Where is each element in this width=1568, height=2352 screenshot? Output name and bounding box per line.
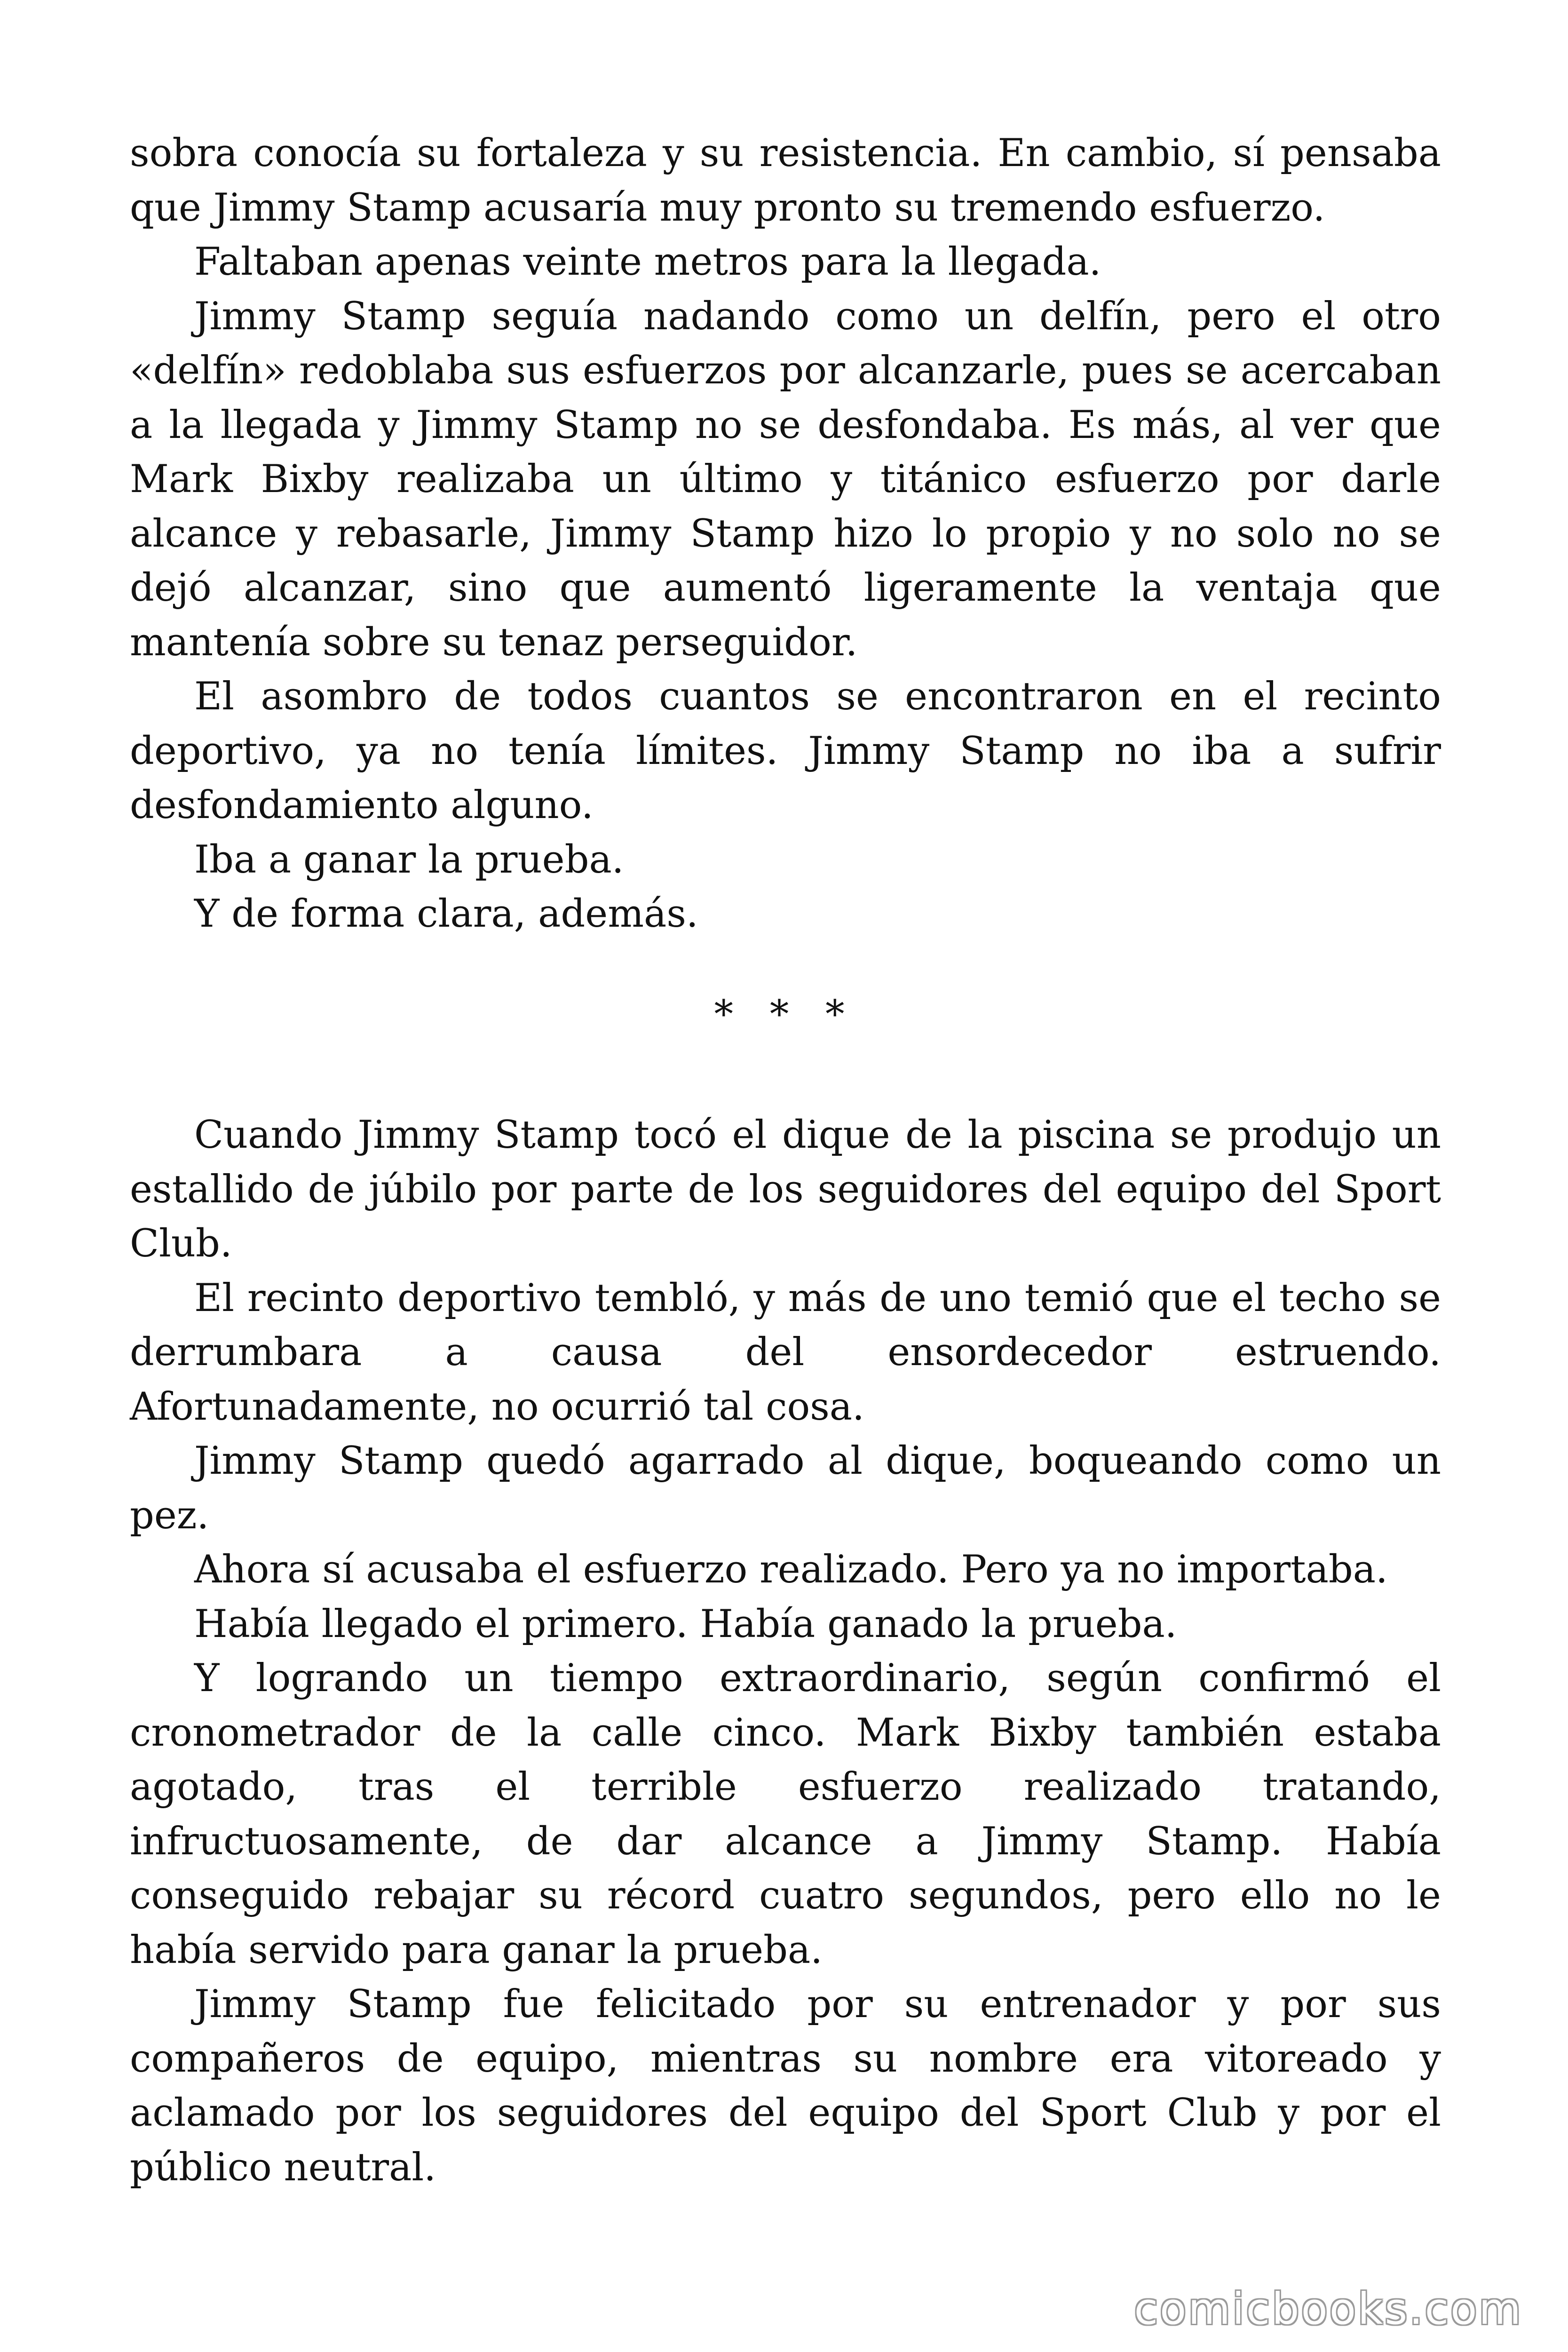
text-section-1 [130, 127, 1441, 942]
paragraph: sobra conocía su fortaleza y su resistencia. En cambio, sí pensaba que Jimmy Stamp acusaría muy pronto su tremendo esfuerzo. [130, 131, 1441, 230]
paragraph: El recinto deportivo tembló, y más de uno temió que el techo se derrumbara a causa del ensordecedor estruendo. Afortunadamente, no ocurrió tal cosa. [130, 1276, 1441, 1429]
paragraph: Jimmy Stamp quedó agarrado al dique, boqueando como un pez. [130, 1439, 1441, 1538]
text-section-2 [130, 1108, 1441, 2195]
paragraph: Ahora sí acusaba el esfuerzo realizado. Pero ya no importaba. [194, 1548, 1388, 1592]
section-separator: * * * [714, 993, 857, 1037]
paragraph: Jimmy Stamp seguía nadando como un delfín, pero el otro «delfín» redoblaba sus esfuerzos por alcanzarle, pues se acercaban a la llegada y Jimmy Stamp no se desfondaba. Es más, al ver que Mark Bixby realizaba un último y titánico esfuerzo por darle alcance y rebasarle, Jimmy Stamp hizo lo propio y no solo no se dejó alcanzar, sino que aumentó ligeramente la ventaja que mantenía sobre su tenaz perseguidor. [130, 294, 1441, 665]
paragraph: Jimmy Stamp fue felicitado por su entrenador y por sus compañeros de equipo, mientras su nombre era vitoreado y aclamado por los seguidores del equipo del Sport Club y por el público neutral. [130, 1982, 1441, 2190]
paragraph: Y de forma clara, además. [194, 892, 698, 936]
paragraph: Y logrando un tiempo extraordinario, según confirmó el cronometrador de la calle cinco. Mark Bixby también estaba agotado, tras el terrible esfuerzo realizado tratando, infructuosamente, de dar alcance a Jimmy Stamp. Había conseguido rebajar su récord cuatro segundos, pero ello no le había servido para ganar la prueba. [130, 1656, 1441, 1972]
watermark: comicbooks.com [1134, 2284, 1523, 2334]
paragraph: El asombro de todos cuantos se encontraron en el recinto deportivo, ya no tenía límites. Jimmy Stamp no iba a sufrir desfondamiento alguno. [130, 675, 1441, 827]
paragraph: Iba a ganar la prueba. [194, 837, 624, 882]
paragraph: Cuando Jimmy Stamp tocó el dique de la piscina se produjo un estallido de júbilo por parte de los seguidores del equipo del Sport Club. [130, 1113, 1441, 1266]
paragraph: Había llegado el primero. Había ganado la prueba. [194, 1602, 1177, 1646]
paragraph: Faltaban apenas veinte metros para la llegada. [194, 240, 1101, 284]
